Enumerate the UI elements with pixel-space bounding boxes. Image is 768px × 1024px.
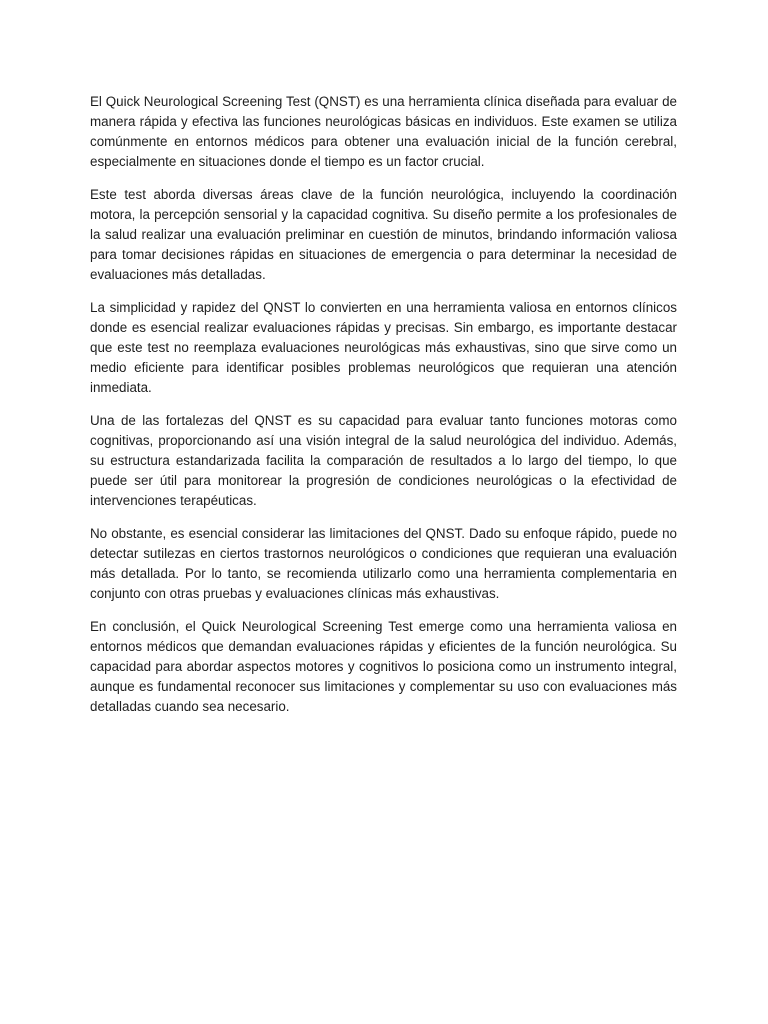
paragraph-limitations: No obstante, es esencial considerar las limitaciones del QNST. Dado su enfoque rápido, puede no detectar sutilezas en ciertos trastornos neurológicos o condiciones que requieran una evaluación más detallada. Por lo tanto, se recomienda utilizarlo como una herramienta complementaria en conjunto con otras pruebas y evaluaciones clínicas más exhaustivas. [90,526,677,601]
paragraph-simplicity: La simplicidad y rapidez del QNST lo convierten en una herramienta valiosa en entornos clínicos donde es esencial realizar evaluaciones rápidas y precisas. Sin embargo, es importante destacar que este test no reemplaza evaluaciones neurológicas más exhaustivas, sino que sirve como un medio eficiente para identificar posibles problemas neurológicos que requieran una atención inmediata. [90,300,677,395]
paragraph-introduction: El Quick Neurological Screening Test (QNST) es una herramienta clínica diseñada para evaluar de manera rápida y efectiva las funciones neurológicas básicas en individuos. Este examen se utiliza comúnmente en entornos médicos para obtener una evaluación inicial de la función cerebral, especialmente en situaciones donde el tiempo es un factor crucial. [90,94,677,169]
document-body [90,92,677,730]
paragraph-strengths: Una de las fortalezas del QNST es su capacidad para evaluar tanto funciones motoras como cognitivas, proporcionando así una visión integral de la salud neurológica del individuo. Además, su estructura estandarizada facilita la comparación de resultados a lo largo del tiempo, lo que puede ser útil para monitorear la progresión de condiciones neurológicas o la efectividad de intervenciones terapéuticas. [90,413,677,508]
paragraph-areas: Este test aborda diversas áreas clave de la función neurológica, incluyendo la coordinación motora, la percepción sensorial y la capacidad cognitiva. Su diseño permite a los profesionales de la salud realizar una evaluación preliminar en cuestión de minutos, brindando información valiosa para tomar decisiones rápidas en situaciones de emergencia o para determinar la necesidad de evaluaciones más detalladas. [90,187,677,282]
paragraph-conclusion: En conclusión, el Quick Neurological Screening Test emerge como una herramienta valiosa en entornos médicos que demandan evaluaciones rápidas y eficientes de la función neurológica. Su capacidad para abordar aspectos motores y cognitivos lo posiciona como un instrumento integral, aunque es fundamental reconocer sus limitaciones y complementar su uso con evaluaciones más detalladas cuando sea necesario. [90,619,677,714]
